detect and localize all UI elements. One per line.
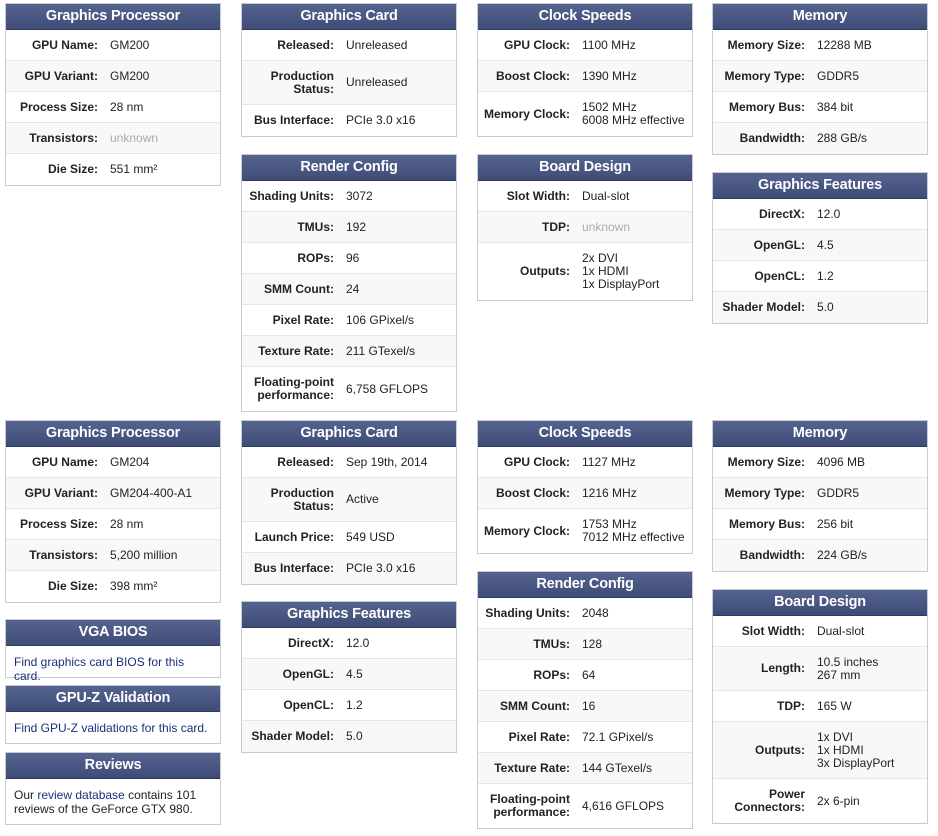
- spec-value: GM200: [110, 68, 150, 83]
- find-bios-link[interactable]: Find graphics card BIOS for this card.: [14, 655, 185, 683]
- spec-label: Memory Size:: [727, 454, 805, 469]
- spec-value: 256 bit: [817, 516, 854, 531]
- spec-value: unknown: [110, 130, 159, 145]
- spec-value: 192: [346, 219, 367, 234]
- spec-value: 1502 MHz 6008 MHz effective: [582, 100, 685, 127]
- spec-label: Process Size:: [19, 516, 98, 531]
- spec-label: OpenCL:: [754, 268, 805, 283]
- spec-label: Production Status:: [270, 485, 334, 513]
- spec-label: Floating-point performance:: [254, 375, 334, 402]
- gpu1-render-config-title: Render Config: [242, 155, 456, 181]
- gpu1-board-design-panel: [477, 154, 693, 301]
- reviews-panel: [5, 752, 221, 825]
- spec-label: GPU Variant:: [24, 485, 98, 500]
- spec-label: Memory Bus:: [728, 99, 805, 114]
- spec-value: 1.2: [817, 268, 834, 283]
- spec-row: [713, 230, 927, 261]
- gpu1-graphics-card-title: Graphics Card: [242, 4, 456, 30]
- spec-label: GPU Clock:: [503, 454, 570, 469]
- gpu2-clock-speeds-panel: [477, 420, 693, 554]
- spec-row: [6, 154, 220, 185]
- spec-row: [713, 123, 927, 154]
- vga-bios-title: VGA BIOS: [6, 620, 220, 646]
- spec-value: 211 GTexel/s: [346, 343, 416, 358]
- spec-row: [478, 691, 692, 722]
- spec-label: ROPs:: [297, 250, 334, 265]
- spec-value: 551 mm²: [110, 162, 158, 176]
- spec-label: DirectX:: [287, 635, 334, 650]
- gpu2-graphics-card-title: Graphics Card: [242, 421, 456, 447]
- spec-row: [242, 181, 456, 212]
- spec-value: Unreleased: [346, 37, 408, 52]
- spec-row: [242, 105, 456, 136]
- gpu1-clock-speeds-panel: [477, 3, 693, 137]
- spec-value: Dual-slot: [582, 188, 630, 203]
- spec-label: Shader Model:: [251, 729, 334, 743]
- spec-row: [478, 660, 692, 691]
- spec-row: [478, 61, 692, 92]
- spec-row: [713, 478, 927, 509]
- gpu2-graphics-processor-title: Graphics Processor: [6, 421, 220, 447]
- spec-label: Bus Interface:: [253, 561, 334, 575]
- spec-value: 5.0: [817, 300, 834, 314]
- spec-value: 5,200 million: [110, 547, 178, 562]
- spec-row: [478, 722, 692, 753]
- spec-label: Die Size:: [47, 579, 98, 593]
- spec-row: [478, 243, 692, 300]
- spec-label: Texture Rate:: [494, 760, 570, 775]
- spec-value: 1x DVI 1x HDMI 3x DisplayPort: [817, 729, 895, 770]
- spec-label: Released:: [277, 454, 334, 469]
- spec-row: [242, 336, 456, 367]
- spec-label: Pixel Rate:: [272, 312, 334, 327]
- spec-row: [713, 616, 927, 647]
- spec-label: OpenGL:: [282, 666, 334, 681]
- spec-value: 2048: [582, 605, 609, 620]
- spec-value: GM204: [110, 454, 150, 469]
- spec-value: 106 GPixel/s: [346, 312, 415, 327]
- spec-row: [242, 305, 456, 336]
- spec-row: [478, 784, 692, 828]
- spec-label: Bandwidth:: [739, 548, 805, 562]
- spec-row: [242, 367, 456, 411]
- spec-row: [242, 659, 456, 690]
- spec-value: Unreleased: [346, 75, 408, 89]
- spec-label: GPU Variant:: [24, 68, 98, 83]
- spec-value: PCIe 3.0 x16: [346, 561, 416, 575]
- gpu1-graphics-card-panel: [241, 3, 457, 137]
- spec-label: Process Size:: [19, 99, 98, 114]
- spec-row: [713, 261, 927, 292]
- spec-label: Boost Clock:: [495, 68, 570, 83]
- spec-row: [6, 571, 220, 602]
- spec-row: [713, 647, 927, 691]
- gpu1-graphics-processor-panel: [5, 3, 221, 186]
- spec-row: [478, 753, 692, 784]
- review-database-link[interactable]: review database: [37, 788, 125, 802]
- spec-label: TMUs:: [533, 636, 570, 651]
- spec-row: [6, 61, 220, 92]
- spec-label: DirectX:: [758, 206, 805, 221]
- spec-row: [713, 199, 927, 230]
- spec-label: Transistors:: [29, 130, 98, 145]
- spec-row: [242, 721, 456, 752]
- spec-label: Memory Clock:: [483, 106, 570, 121]
- spec-label: OpenGL:: [753, 237, 805, 252]
- spec-row: [713, 292, 927, 323]
- spec-label: Shading Units:: [485, 605, 570, 620]
- gpu1-render-config-panel: [241, 154, 457, 412]
- reviews-title: Reviews: [6, 753, 220, 779]
- spec-value: 1216 MHz: [582, 485, 637, 500]
- gpu2-memory-title: Memory: [713, 421, 927, 447]
- spec-row: [713, 722, 927, 779]
- spec-value: 224 GB/s: [817, 548, 868, 562]
- gpu1-memory-title: Memory: [713, 4, 927, 30]
- gpu1-memory-panel: [712, 3, 928, 155]
- spec-row: [242, 243, 456, 274]
- spec-value: 128: [582, 636, 603, 651]
- spec-row: [242, 553, 456, 584]
- spec-label: Memory Clock:: [483, 523, 570, 538]
- gpu2-memory-panel: [712, 420, 928, 572]
- spec-label: Memory Size:: [727, 37, 805, 52]
- spec-label: Bandwidth:: [739, 131, 805, 145]
- spec-value: 64: [582, 667, 596, 682]
- spec-label: Die Size:: [47, 162, 98, 176]
- spec-label: GPU Name:: [31, 37, 98, 52]
- spec-value: GM200: [110, 37, 150, 52]
- gpu2-graphics-features-panel: [241, 601, 457, 753]
- reviews-suffix: contains 101 reviews of the GeForce GTX 980.: [14, 788, 197, 816]
- spec-value: PCIe 3.0 x16: [346, 113, 416, 127]
- spec-value: 1390 MHz: [582, 68, 637, 83]
- spec-value: 4.5: [346, 666, 363, 681]
- spec-label: GPU Name:: [31, 454, 98, 469]
- spec-value: Dual-slot: [817, 623, 865, 638]
- spec-label: TDP:: [542, 219, 570, 234]
- gpu2-graphics-card-panel: [241, 420, 457, 585]
- spec-label: TMUs:: [297, 219, 334, 234]
- spec-row: [242, 478, 456, 522]
- spec-label: Outputs:: [520, 264, 570, 278]
- spec-label: Floating-point performance:: [490, 792, 570, 819]
- spec-value: 5.0: [346, 729, 363, 743]
- spec-value: 4.5: [817, 237, 834, 252]
- spec-row: [242, 30, 456, 61]
- gpu1-graphics-features-panel: [712, 172, 928, 324]
- gpu1-board-design-title: Board Design: [478, 155, 692, 181]
- spec-value: 4096 MB: [817, 454, 866, 469]
- spec-value: 10.5 inches 267 mm: [817, 654, 879, 682]
- spec-value: 398 mm²: [110, 579, 158, 593]
- spec-label: Launch Price:: [254, 529, 334, 544]
- spec-row: [242, 274, 456, 305]
- spec-row: [713, 30, 927, 61]
- spec-label: Power Connectors:: [734, 787, 805, 814]
- spec-value: 2x DVI 1x HDMI 1x DisplayPort: [582, 251, 660, 291]
- spec-row: [713, 540, 927, 571]
- spec-row: [242, 61, 456, 105]
- spec-row: [478, 212, 692, 243]
- spec-value: 28 nm: [110, 99, 144, 114]
- spec-label: Released:: [277, 37, 334, 52]
- spec-value: 549 USD: [346, 529, 395, 544]
- spec-value: 384 bit: [817, 99, 854, 114]
- spec-row: [242, 628, 456, 659]
- spec-row: [242, 447, 456, 478]
- spec-row: [242, 212, 456, 243]
- spec-label: TDP:: [777, 698, 805, 713]
- spec-value: 24: [346, 281, 360, 296]
- gpuz-validation-title: GPU-Z Validation: [6, 686, 220, 712]
- spec-label: Shading Units:: [249, 188, 334, 203]
- spec-label: Transistors:: [29, 547, 98, 562]
- gpu2-render-config-title: Render Config: [478, 572, 692, 598]
- spec-row: [242, 690, 456, 721]
- spec-row: [478, 509, 692, 553]
- spec-value: 12.0: [346, 635, 370, 650]
- spec-row: [713, 447, 927, 478]
- spec-label: Length:: [761, 661, 805, 675]
- spec-row: [478, 629, 692, 660]
- gpu1-graphics-features-title: Graphics Features: [713, 173, 927, 199]
- spec-value: 6,758 GFLOPS: [346, 381, 429, 396]
- spec-label: Memory Bus:: [728, 516, 805, 531]
- spec-label: Bus Interface:: [253, 113, 334, 127]
- spec-value: 165 W: [817, 698, 852, 713]
- spec-value: 1753 MHz 7012 MHz effective: [582, 517, 685, 544]
- spec-label: Texture Rate:: [258, 343, 334, 358]
- spec-row: [713, 61, 927, 92]
- gpu2-render-config-panel: [477, 571, 693, 829]
- spec-row: [478, 30, 692, 61]
- spec-value: Sep 19th, 2014: [346, 454, 428, 469]
- spec-value: 12.0: [817, 206, 841, 221]
- spec-value: unknown: [582, 219, 631, 234]
- spec-row: [478, 181, 692, 212]
- spec-row: [713, 92, 927, 123]
- spec-row: [6, 123, 220, 154]
- spec-row: [478, 447, 692, 478]
- spec-value: 3072: [346, 188, 373, 203]
- spec-label: Outputs:: [755, 742, 805, 757]
- gpu1-graphics-processor-title: Graphics Processor: [6, 4, 220, 30]
- spec-value: 72.1 GPixel/s: [582, 729, 654, 744]
- spec-value: 4,616 GFLOPS: [582, 798, 665, 813]
- spec-label: Memory Type:: [724, 485, 805, 500]
- spec-label: Shader Model:: [722, 300, 805, 314]
- spec-row: [713, 691, 927, 722]
- spec-value: 1127 MHz: [582, 454, 636, 469]
- spec-row: [6, 30, 220, 61]
- spec-label: Memory Type:: [724, 68, 805, 83]
- reviews-prefix: Our: [14, 788, 38, 802]
- gpu2-board-design-panel: [712, 589, 928, 824]
- spec-label: SMM Count:: [264, 281, 334, 296]
- spec-row: [6, 540, 220, 571]
- spec-value: Active: [346, 492, 379, 506]
- spec-row: [478, 598, 692, 629]
- gpuz-validation-panel: [5, 685, 221, 744]
- spec-row: [713, 779, 927, 823]
- spec-label: Slot Width:: [506, 188, 570, 203]
- gpu2-graphics-processor-panel: [5, 420, 221, 603]
- spec-row: [713, 509, 927, 540]
- spec-value: 96: [346, 250, 360, 265]
- spec-value: 2x 6-pin: [817, 793, 860, 808]
- spec-value: 1.2: [346, 697, 363, 712]
- reviews-text: [6, 779, 220, 824]
- spec-value: 1100 MHz: [582, 37, 636, 52]
- spec-label: Slot Width:: [741, 623, 805, 638]
- spec-label: GPU Clock:: [503, 37, 570, 52]
- vga-bios-panel: [5, 619, 221, 683]
- spec-row: [478, 92, 692, 136]
- gpu2-board-design-title: Board Design: [713, 590, 927, 616]
- spec-label: Production Status:: [270, 68, 334, 96]
- spec-label: SMM Count:: [500, 698, 570, 713]
- spec-label: Pixel Rate:: [508, 729, 570, 744]
- spec-value: 28 nm: [110, 516, 144, 531]
- spec-label: ROPs:: [533, 667, 570, 682]
- spec-row: [6, 478, 220, 509]
- spec-value: 288 GB/s: [817, 131, 868, 145]
- gpu2-clock-speeds-title: Clock Speeds: [478, 421, 692, 447]
- find-gpuz-validations-link[interactable]: Find GPU-Z validations for this card.: [14, 721, 208, 735]
- spec-value: 16: [582, 698, 596, 713]
- spec-row: [6, 447, 220, 478]
- spec-value: GDDR5: [817, 68, 860, 83]
- spec-row: [6, 509, 220, 540]
- spec-value: GDDR5: [817, 485, 860, 500]
- spec-value: 12288 MB: [817, 37, 872, 52]
- spec-value: GM204-400-A1: [110, 485, 193, 500]
- spec-value: 144 GTexel/s: [582, 760, 653, 775]
- spec-row: [6, 92, 220, 123]
- spec-label: OpenCL:: [283, 697, 334, 712]
- gpu2-graphics-features-title: Graphics Features: [242, 602, 456, 628]
- gpu1-clock-speeds-title: Clock Speeds: [478, 4, 692, 30]
- spec-row: [478, 478, 692, 509]
- spec-label: Boost Clock:: [495, 485, 570, 500]
- spec-row: [242, 522, 456, 553]
